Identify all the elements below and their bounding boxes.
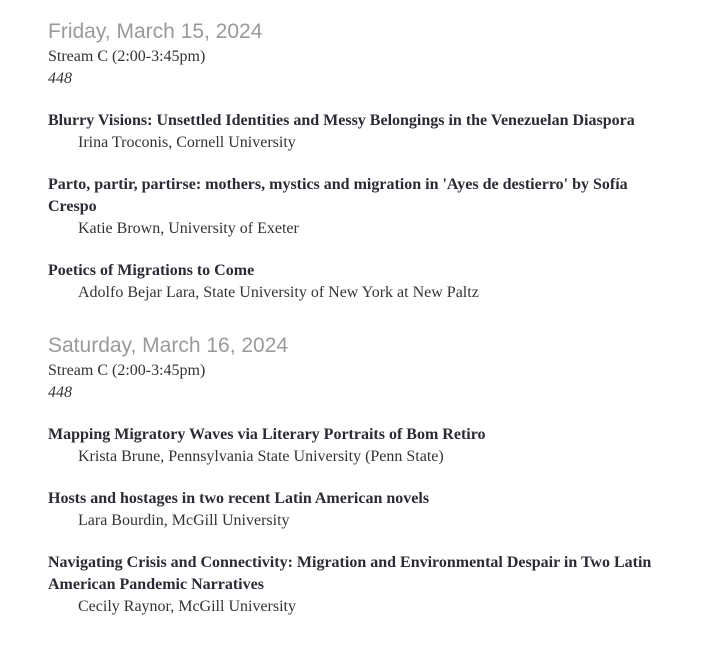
paper-author: Katie Brown, University of Exeter: [78, 220, 299, 237]
paper-title: Mapping Migratory Waves via Literary Portraits of Bom Retiro: [48, 426, 486, 443]
paper-title: Navigating Crisis and Connectivity: Migration and Environmental Despair in Two Latin American Pandemic Narratives: [48, 554, 652, 593]
day-heading: Saturday, March 16, 2024: [48, 334, 289, 357]
paper-title: Hosts and hostages in two recent Latin American novels: [48, 490, 430, 507]
day-section-friday: [48, 18, 668, 304]
paper-entry: [48, 552, 668, 618]
paper-author: Lara Bourdin, McGill University: [78, 512, 290, 529]
paper-title: Parto, partir, partirse: mothers, mystics and migration in 'Ayes de destierro' by Sofía Crespo: [48, 176, 628, 215]
room-number: 448: [48, 70, 72, 87]
paper-entry: [48, 174, 668, 240]
stream-label: Stream C (2:00-3:45pm): [48, 362, 206, 379]
paper-entry: [48, 260, 668, 304]
paper-entry: [48, 488, 668, 532]
paper-author: Cecily Raynor, McGill University: [78, 598, 296, 615]
paper-author: Irina Troconis, Cornell University: [78, 134, 296, 151]
paper-author: Adolfo Bejar Lara, State University of New York at New Paltz: [78, 284, 479, 301]
stream-label: Stream C (2:00-3:45pm): [48, 48, 206, 65]
paper-title: Blurry Visions: Unsettled Identities and Messy Belongings in the Venezuelan Diaspora: [48, 112, 635, 129]
paper-author: Krista Brune, Pennsylvania State University (Penn State): [78, 448, 444, 465]
paper-entry: [48, 424, 668, 468]
paper-title: Poetics of Migrations to Come: [48, 262, 255, 279]
schedule-page: [48, 18, 668, 646]
room-number: 448: [48, 384, 72, 401]
day-heading: Friday, March 15, 2024: [48, 20, 263, 43]
day-section-saturday: [48, 332, 668, 618]
paper-entry: [48, 110, 668, 154]
